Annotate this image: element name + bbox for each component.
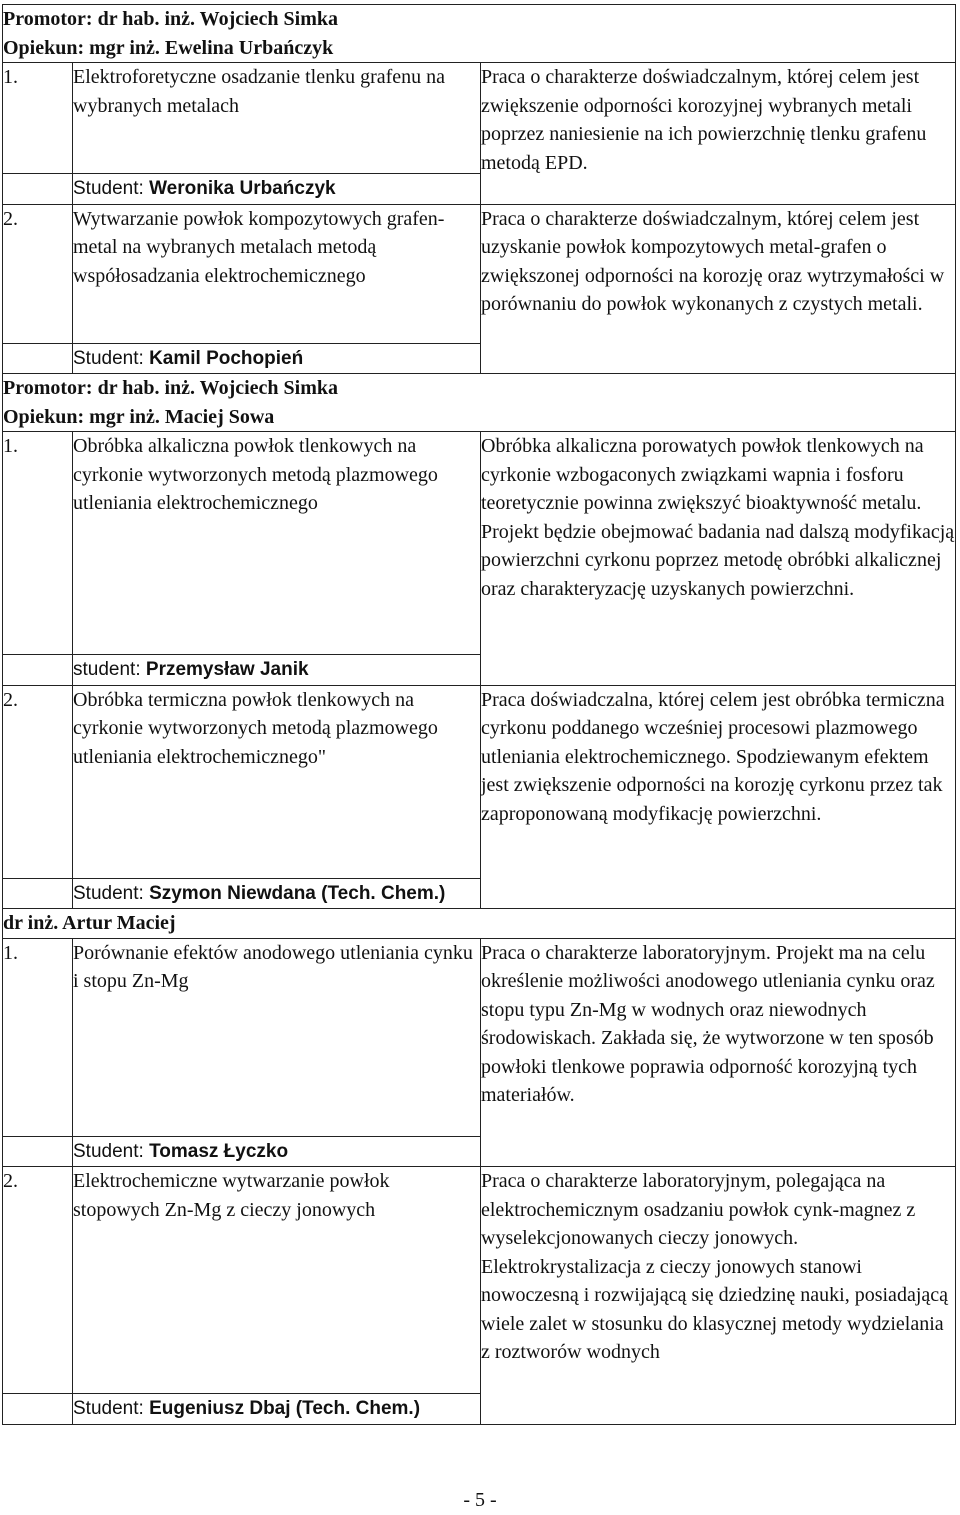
group-header: [3, 909, 956, 939]
student-name: Tomasz Łyczko: [149, 1140, 289, 1162]
project-description: Praca doświadczalna, której celem jest obróbka termiczna cyrkonu poddanego wcześniej procesowi plazmowego utleniania elektrochemicznego. Spodziewanym efektem jest zwiększenie odporności na korozję cyrkonu przez tak zaproponowaną modyfikację powierzchni.: [481, 685, 956, 909]
project-title: Wytwarzanie powłok kompozytowych grafen-metal na wybranych metalach metodą współosadzania elektrochemicznego: [73, 204, 481, 343]
project-description: Praca o charakterze laboratoryjnym. Projekt ma na celu określenie możliwości anodowego utleniania cynku oraz stopu typu Zn-Mg w wodnych oraz niewodnych środowiskach. Zakłada się, że wytworzone w ten sposób powłoki tlenkowe poprawia odporność korozyjną tych materiałów.: [481, 938, 956, 1167]
student-name: Szymon Niewdana (Tech. Chem.): [149, 882, 446, 904]
opiekun-line: Opiekun: mgr inż. Ewelina Urbańczyk: [3, 36, 334, 59]
student-line: [73, 343, 481, 374]
group-header: [3, 374, 956, 432]
student-label: student:: [73, 659, 146, 680]
project-row: [3, 63, 956, 174]
project-row: [3, 685, 956, 878]
project-number: 2.: [3, 685, 73, 878]
projects-table: [2, 4, 956, 1425]
project-number: 2.: [3, 204, 73, 343]
student-name: Weronika Urbańczyk: [149, 178, 336, 199]
project-row: [3, 1167, 956, 1394]
project-title: Obróbka alkaliczna powłok tlenkowych na cyrkonie wytworzonych metodą plazmowego utleniania elektrochemicznego: [73, 432, 481, 655]
project-description: Praca o charakterze laboratoryjnym, polegająca na elektrochemicznym osadzaniu powłok cynk-magnez z wyselekcjonowanych cieczy jonowych. Elektrokrystalizacja z cieczy jonowych stanowi nowoczesną i rozwijającą się dziedzinę nauki, posiadającą wiele zalet w stosunku do klasycznej metody wydzielania z roztworów wodnych: [481, 1167, 956, 1425]
group-header: [3, 5, 956, 63]
student-line: [73, 174, 481, 205]
student-label: Student:: [73, 1140, 150, 1162]
project-number: 2.: [3, 1167, 73, 1394]
student-label: Student:: [73, 882, 150, 904]
project-number: 1.: [3, 432, 73, 655]
project-title: Obróbka termiczna powłok tlenkowych na cyrkonie wytworzonych metodą plazmowego utleniania elektrochemicznego": [73, 685, 481, 878]
project-description: Praca o charakterze doświadczalnym, której celem jest zwiększenie odporności korozyjnej wybranych metali poprzez naniesienie na ich powierzchnię tlenku grafenu metodą EPD.: [481, 63, 956, 205]
project-row: [3, 432, 956, 655]
project-row: [3, 938, 956, 1136]
student-label: Student:: [73, 347, 150, 369]
page-number: - 5 -: [463, 1489, 497, 1511]
project-row: [3, 204, 956, 343]
project-description: Praca o charakterze doświadczalnym, której celem jest uzyskanie powłok kompozytowych metal-grafen o zwiększonej odporności na korozję oraz wytrzymałości w porównaniu do powłok wykonanych z czystych metali.: [481, 204, 956, 374]
project-number: 1.: [3, 938, 73, 1136]
project-title: Elektrochemiczne wytwarzanie powłok stopowych Zn-Mg z cieczy jonowych: [73, 1167, 481, 1394]
student-label: Student:: [73, 178, 150, 199]
student-name: Kamil Pochopień: [149, 347, 304, 369]
student-line: [73, 1394, 481, 1425]
project-description: Obróbka alkaliczna porowatych powłok tlenkowych na cyrkonie wzbogaconych związkami wapnia i fosforu teoretycznie powinna zwiększyć bioaktywność metalu. Projekt będzie obejmować badania nad dalszą modyfikacją powierzchni cyrkonu poprzez metodę obróbki alkalicznej oraz charakteryzację uzyskanych powierzchni.: [481, 432, 956, 686]
promotor-line: Promotor: dr hab. inż. Wojciech Simka: [3, 377, 338, 399]
project-title: Porównanie efektów anodowego utleniania cynku i stopu Zn-Mg: [73, 938, 481, 1136]
student-line: [73, 655, 481, 686]
student-label: Student:: [73, 1398, 150, 1419]
opiekun-line: Opiekun: mgr inż. Maciej Sowa: [3, 405, 275, 428]
project-title: Elektroforetyczne osadzanie tlenku grafenu na wybranych metalach: [73, 63, 481, 174]
project-number: 1.: [3, 63, 73, 174]
student-line: [73, 1136, 481, 1167]
student-name: Przemysław Janik: [145, 659, 309, 680]
promotor-line: dr inż. Artur Maciej: [3, 912, 176, 934]
student-line: [73, 878, 481, 909]
student-name: Eugeniusz Dbaj (Tech. Chem.): [149, 1398, 421, 1419]
promotor-line: Promotor: dr hab. inż. Wojciech Simka: [3, 8, 338, 30]
